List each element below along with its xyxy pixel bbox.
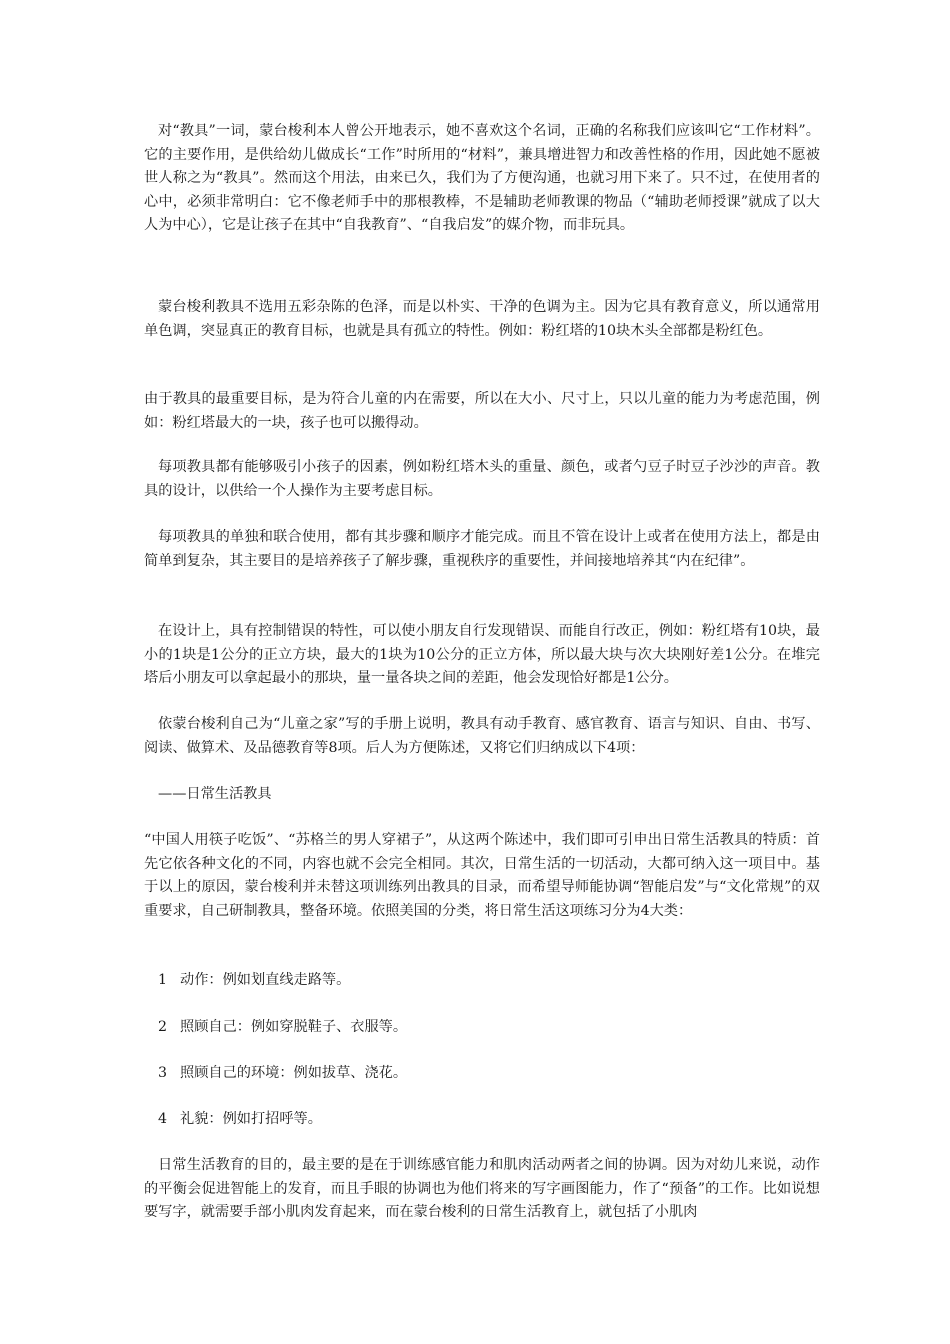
list-item-number: 4 [158, 1111, 168, 1127]
list-item-number: 2 [158, 1019, 168, 1035]
paragraph-color-design: 蒙台梭利教具不选用五彩杂陈的色泽，而是以朴实、干净的色调为主。因为它具有教育意义，所以通常用单色调，突显真正的教育目标，也就是具有孤立的特性。例如：粉红塔的10块木头全部都是粉红色。 [144, 299, 820, 339]
paragraph-daily-life-purpose: 日常生活教育的目的，最主要的是在于训练感官能力和肌肉活动两者之间的协调。因为对幼儿来说，动作的平衡会促进智能上的发育，而且手眼的协调也为他们将来的写字画图能力，作了“预备”的工作。比如说想要写字，就需要手部小肌肉发育起来，而在蒙台梭利的日常生活教育上，就包括了小肌肉 [144, 1157, 820, 1220]
paragraph-categories: 依蒙台梭利自己为“儿童之家”写的手册上说明，教具有动手教育、感官教育、语言与知识、自由、书写、阅读、做算术、及品德教育等8项。后人为方便陈述，又将它们归纳成以下4项： [144, 716, 820, 756]
list-item-number: 3 [158, 1065, 168, 1081]
list-item-text: 动作：例如划直线走路等。 [180, 972, 351, 988]
paragraph-steps-order: 每项教具的单独和联合使用，都有其步骤和顺序才能完成。而且不管在设计上或者在使用方法上，都是由简单到复杂，其主要目的是培养孩子了解步骤，重视秩序的重要性，并间接地培养其“内在纪律”。 [144, 529, 820, 569]
section-heading-daily-life: ——日常生活教具 [158, 786, 272, 802]
list-item [144, 1016, 407, 1040]
list-item-number: 1 [158, 972, 168, 988]
list-item [144, 1108, 322, 1132]
list-item [144, 1062, 407, 1086]
paragraph-error-control: 在设计上，具有控制错误的特性，可以使小朋友自行发现错误、而能自行改正，例如：粉红塔有10块，最小的1块是1公分的正立方块，最大的1块为10公分的正立方体，所以最大块与次大块刚好差1公分。在堆完塔后小朋友可以拿起最小的那块，量一量各块之间的差距，他会发现恰好都是1公分。 [144, 623, 820, 686]
paragraph-attraction: 每项教具都有能够吸引小孩子的因素，例如粉红塔木头的重量、颜色，或者勺豆子时豆子沙沙的声音。教具的设计，以供给一个人操作为主要考虑目标。 [144, 459, 820, 499]
paragraph-daily-life: “中国人用筷子吃饭”、“苏格兰的男人穿裙子”，从这两个陈述中，我们即可引申出日常生活教具的特质：首先它依各种文化的不同，内容也就不会完全相同。其次，日常生活的一切活动，大都可纳入这一项目中。基于以上的原因，蒙台梭利并未替这项训练列出教具的目录，而希望导师能协调“智能启发”与“文化常规”的双重要求，自己研制教具，整备环境。依照美国的分类，将日常生活这项练习分为4大类： [144, 832, 820, 919]
list-item-text: 礼貌：例如打招呼等。 [180, 1111, 322, 1127]
paragraph-teaching-aid-definition: 对“教具”一词，蒙台梭利本人曾公开地表示，她不喜欢这个名词，正确的名称我们应该叫它“工作材料”。它的主要作用，是供给幼儿做成长“工作”时所用的“材料”，兼具增进智力和改善性格的作用，因此她不愿被世人称之为“教具”。然而这个用法，由来已久，我们为了方便沟通，也就习用下来了。只不过，在使用者的心中，必须非常明白：它不像老师手中的那根教棒，不是辅助老师教课的物品（“辅助老师授课”就成了以大人为中心），它是让孩子在其中“自我教育”、“自我启发”的媒介物，而非玩具。 [144, 123, 820, 233]
list-item [144, 969, 350, 993]
list-item-text: 照顾自己：例如穿脱鞋子、衣服等。 [180, 1019, 408, 1035]
list-item-text: 照顾自己的环境：例如拔草、浇花。 [180, 1065, 408, 1081]
paragraph-size-design: 由于教具的最重要目标，是为符合儿童的内在需要，所以在大小、尺寸上，只以儿童的能力为考虑范围，例如：粉红塔最大的一块，孩子也可以搬得动。 [144, 391, 820, 431]
